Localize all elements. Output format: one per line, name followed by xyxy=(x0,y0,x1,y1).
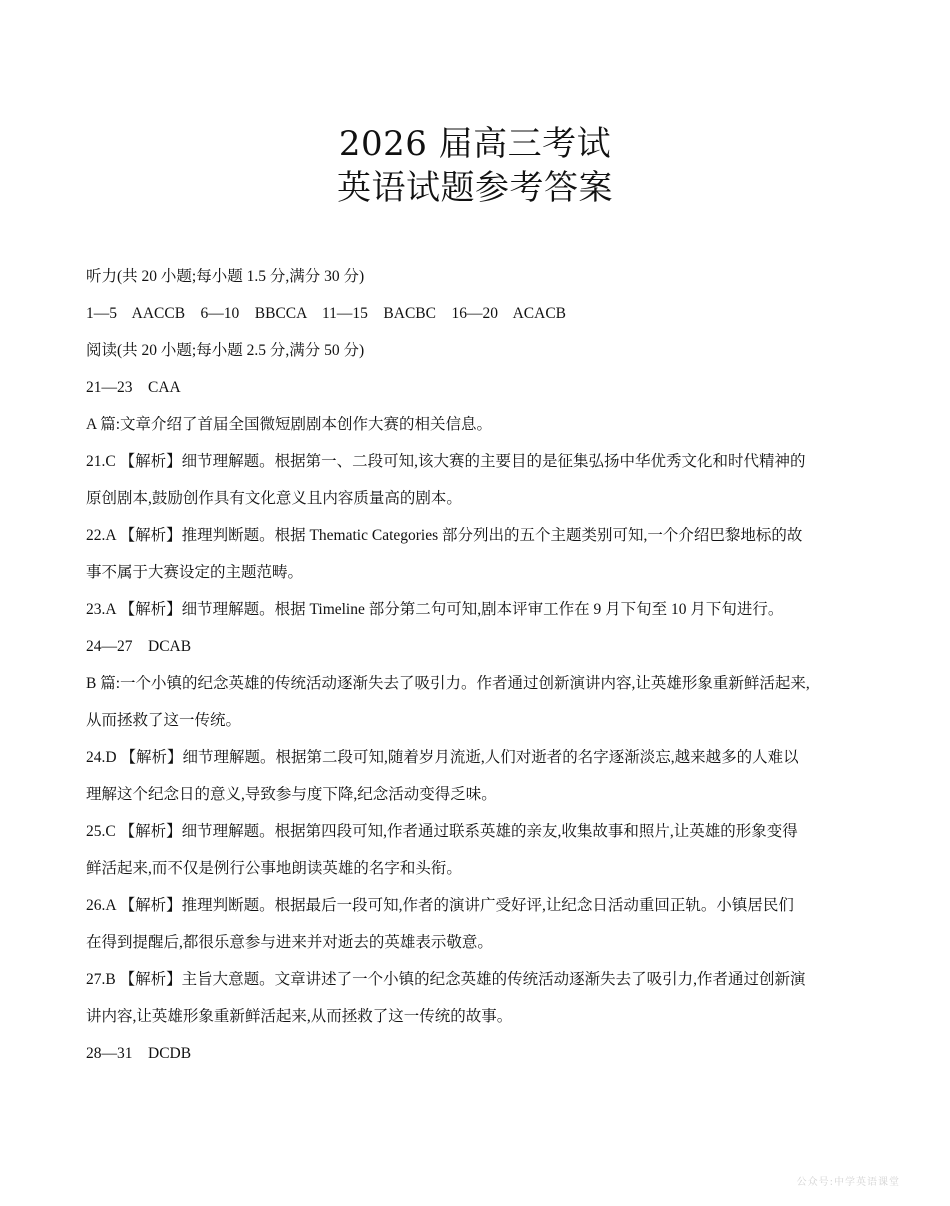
explanation-27-line-1: 27.B 【解析】主旨大意题。文章讲述了一个小镇的纪念英雄的传统活动逐渐失去了吸引力,作者通过创新演 xyxy=(86,971,806,988)
answers-21-23: 21—23 CAA xyxy=(86,379,181,396)
passage-a-summary: A 篇:文章介绍了首届全国微短剧剧本创作大赛的相关信息。 xyxy=(86,416,493,433)
explanation-22-line-2: 事不属于大赛设定的主题范畴。 xyxy=(86,564,304,581)
watermark: 公众号:中学英语课堂 xyxy=(796,1177,900,1188)
explanation-23: 23.A 【解析】细节理解题。根据 Timeline 部分第二句可知,剧本评审工作在 9 月下旬至 10 月下旬进行。 xyxy=(86,601,784,618)
page-title-line-1: 2026 届高三考试 xyxy=(338,124,612,164)
explanation-26-line-2: 在得到提醒后,都很乐意参与进来并对逝去的英雄表示敬意。 xyxy=(86,934,493,951)
explanation-27-line-2: 讲内容,让英雄形象重新鲜活起来,从而拯救了这一传统的故事。 xyxy=(86,1008,513,1025)
explanation-22-line-1: 22.A 【解析】推理判断题。根据 Thematic Categories 部分列出的五个主题类别可知,一个介绍巴黎地标的故 xyxy=(86,527,803,544)
explanation-21-line-1: 21.C 【解析】细节理解题。根据第一、二段可知,该大赛的主要目的是征集弘扬中华优秀文化和时代精神的 xyxy=(86,453,806,470)
passage-b-summary-line-1: B 篇:一个小镇的纪念英雄的传统活动逐渐失去了吸引力。作者通过创新演讲内容,让英雄形象重新鲜活起来, xyxy=(86,675,810,692)
title-block xyxy=(0,122,950,210)
explanation-21-line-2: 原创剧本,鼓励创作具有文化意义且内容质量高的剧本。 xyxy=(86,490,462,507)
section-heading-listening: 听力(共 20 小题;每小题 1.5 分,满分 30 分) xyxy=(86,268,365,285)
answers-24-27: 24—27 DCAB xyxy=(86,638,192,655)
listening-answers: 1—5 AACCB 6—10 BBCCA 11—15 BACBC 16—20 ACACB xyxy=(86,305,567,322)
explanation-26-line-1: 26.A 【解析】推理判断题。根据最后一段可知,作者的演讲广受好评,让纪念日活动重回正轨。小镇居民们 xyxy=(86,897,794,914)
passage-b-summary-line-2: 从而拯救了这一传统。 xyxy=(86,712,242,729)
explanation-25-line-2: 鲜活起来,而不仅是例行公事地朗读英雄的名字和头衔。 xyxy=(86,860,462,877)
explanation-24-line-1: 24.D 【解析】细节理解题。根据第二段可知,随着岁月流逝,人们对逝者的名字逐渐淡忘,越来越多的人难以 xyxy=(86,749,799,766)
answer-content xyxy=(86,258,866,1072)
answers-28-31: 28—31 DCDB xyxy=(86,1045,192,1062)
explanation-25-line-1: 25.C 【解析】细节理解题。根据第四段可知,作者通过联系英雄的亲友,收集故事和照片,让英雄的形象变得 xyxy=(86,823,798,840)
page-title-line-2: 英语试题参考答案 xyxy=(337,168,613,208)
explanation-24-line-2: 理解这个纪念日的意义,导致参与度下降,纪念活动变得乏味。 xyxy=(86,786,497,803)
section-heading-reading: 阅读(共 20 小题;每小题 2.5 分,满分 50 分) xyxy=(86,342,365,359)
